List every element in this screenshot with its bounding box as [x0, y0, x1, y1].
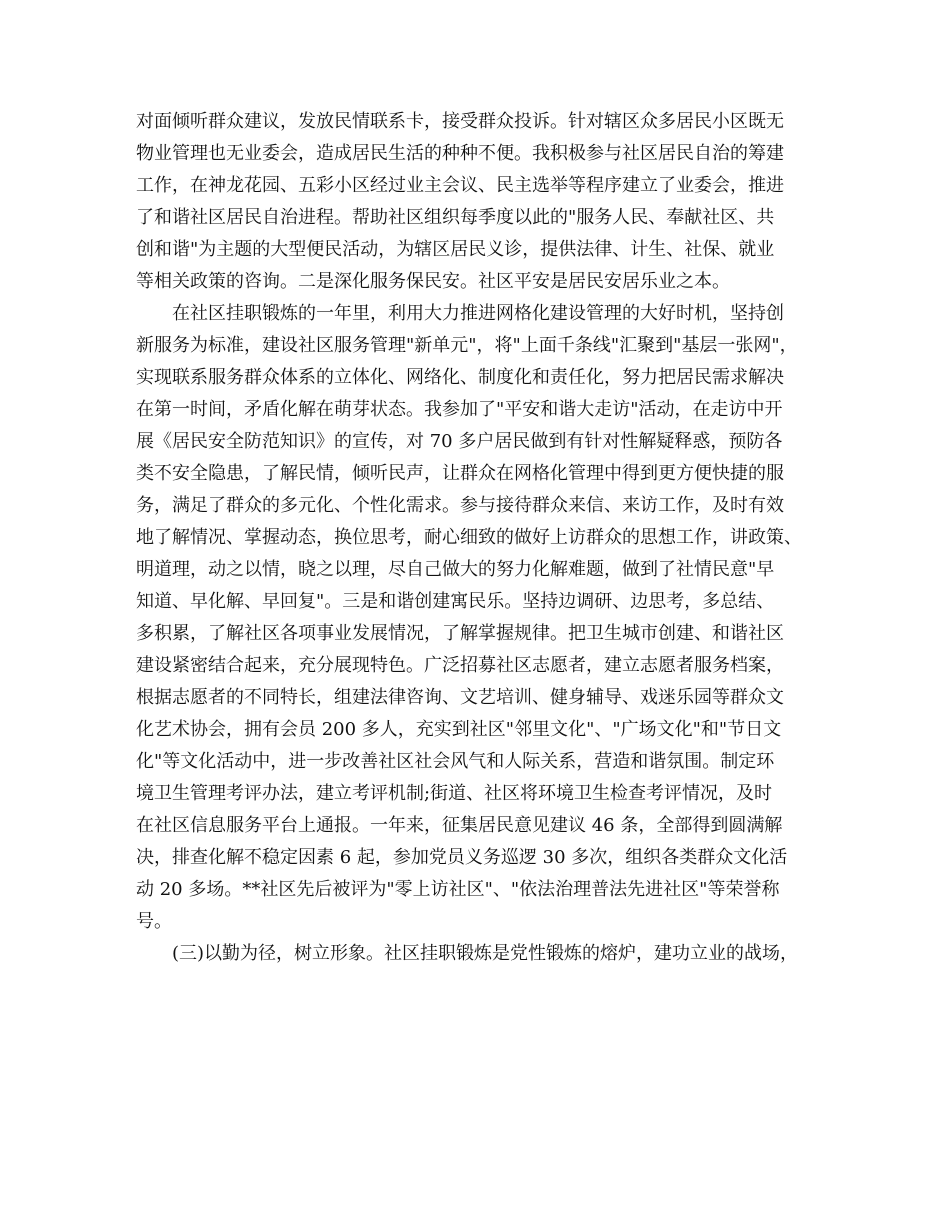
- text-line: 物业管理也无业委会，造成居民生活的种种不便。我积极参与社区居民自治的筹建: [136, 143, 784, 164]
- paragraph-2: [136, 298, 826, 938]
- text-line: 号。: [136, 911, 172, 932]
- text-line: 境卫生管理考评办法，建立考评机制;街道、社区将环境卫生检查考评情况，及时: [136, 783, 773, 804]
- text-line: 类不安全隐患，了解民情，倾听民声，让群众在网格化管理中得到更方便快捷的服: [136, 463, 784, 484]
- document-body: [136, 106, 826, 970]
- text-line: 在第一时间，矛盾化解在萌芽状态。我参加了"平安和谐大走访"活动，在走访中开: [136, 399, 783, 420]
- text-line: 在社区挂职锻炼的一年里，利用大力推进网格化建设管理的大好时机，坚持创: [172, 303, 784, 324]
- text-line: 等相关政策的咨询。二是深化服务保民安。社区平安是居民安居乐业之本。: [136, 271, 730, 292]
- text-line: 了和谐社区居民自治进程。帮助社区组织每季度以此的"服务人民、奉献社区、共: [136, 207, 775, 228]
- text-line: 创和谐"为主题的大型便民活动，为辖区居民义诊，提供法律、计生、社保、就业: [136, 239, 775, 260]
- text-line: 工作，在神龙花园、五彩小区经过业主会议、民主选举等程序建立了业委会，推进: [136, 175, 784, 196]
- text-line: 在社区信息服务平台上通报。一年来，征集居民意见建议 46 条，全部得到圆满解: [136, 815, 783, 836]
- text-line: 知道、早化解、早回复"。三是和谐创建寓民乐。坚持边调研、边思考，多总结、: [136, 591, 775, 612]
- text-line: 化艺术协会，拥有会员 200 多人，充实到社区"邻里文化"、"广场文化"和"节日文: [136, 719, 782, 740]
- text-line: 对面倾听群众建议，发放民情联系卡，接受群众投诉。针对辖区众多居民小区既无: [136, 111, 784, 132]
- text-line: 务，满足了群众的多元化、个性化需求。参与接待群众来信、来访工作，及时有效: [136, 495, 784, 516]
- text-line: 展《居民安全防范知识》的宣传，对 70 多户居民做到有针对性解疑释惑，预防各: [136, 431, 783, 452]
- text-line: 建设紧密结合起来，充分展现特色。广泛招募社区志愿者，建立志愿者服务档案，: [136, 655, 784, 676]
- text-line: 多积累，了解社区各项事业发展情况，了解掌握规律。把卫生城市创建、和谐社区: [136, 623, 784, 644]
- text-line: 根据志愿者的不同特长，组建法律咨询、文艺培训、健身辅导、戏迷乐园等群众文: [136, 687, 784, 708]
- paragraph-3: [136, 938, 826, 970]
- text-line: 决，排查化解不稳定因素 6 起，参加党员义务巡逻 30 多次，组织各类群众文化活: [136, 847, 788, 868]
- text-line: 化"等文化活动中，进一步改善社区社会风气和人际关系，营造和谐氛围。制定环: [136, 751, 775, 772]
- text-line: 动 20 多场。**社区先后被评为"零上访社区"、"依法治理普法先进社区"等荣誉称: [136, 879, 780, 900]
- text-line: (三)以勤为径，树立形象。社区挂职锻炼是党性锻炼的熔炉，建功立业的战场，: [172, 943, 799, 964]
- text-line: 地了解情况、掌握动态，换位思考，耐心细致的做好上访群众的思想工作，讲政策、: [136, 527, 802, 548]
- text-line: 新服务为标准，建设社区服务管理"新单元"，将"上面千条线"汇聚到"基层一张网"，: [136, 335, 798, 356]
- paragraph-1: [136, 106, 826, 298]
- text-line: 实现联系服务群众体系的立体化、网络化、制度化和责任化，努力把居民需求解决: [136, 367, 784, 388]
- text-line: 明道理，动之以情，晓之以理，尽自己做大的努力化解难题，做到了社情民意"早: [136, 559, 775, 580]
